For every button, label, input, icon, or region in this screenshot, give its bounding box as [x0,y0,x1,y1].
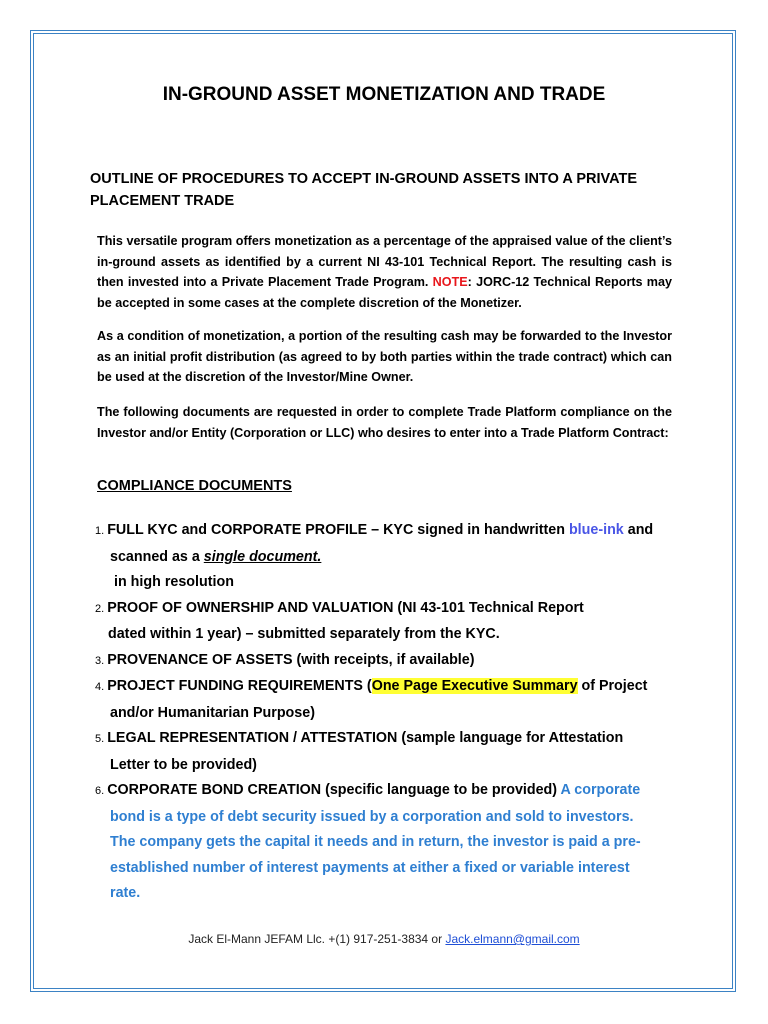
item-number: 1. [95,525,105,537]
intro-paragraph [97,231,672,313]
subtitle-line-1: OUTLINE OF PROCEDURES TO ACCEPT IN-GROUND ASSETS INTO A PRIVATE [90,171,638,187]
item-text: of Project [577,678,648,694]
item-text: scanned as a [110,548,204,565]
list-item [95,726,685,778]
intro-text: This versatile program offers monetization as a percentage of the appraised value of the client’s in-ground assets as identified by a current NI 43-101 Technical Report. The resulting cash is then invested into a Private Placement Trade Program. [97,234,672,289]
email-link[interactable]: Jack.elmann@gmail.com [445,932,580,946]
compliance-list [95,518,685,907]
item-number: 3. [95,654,105,667]
item-text: and [623,522,654,538]
bond-definition: The company gets the capital it needs and in return, the investor is paid a pre- [110,834,641,850]
item-text: FULL KYC and CORPORATE PROFILE – KYC signed in handwritten [107,522,569,538]
item-number: 2. [95,602,105,615]
item-text: LEGAL REPRESENTATION / ATTESTATION (sample language for Attestation [107,730,624,746]
list-item [95,778,685,907]
note-label: NOTE [432,275,468,289]
item-continuation: in high resolution [114,574,234,590]
footer-contact [0,932,768,946]
item-continuation [95,545,685,571]
bond-definition: rate. [110,885,141,901]
list-item [95,674,685,726]
document-subtitle [90,168,690,212]
list-item [95,518,685,596]
highlighted-text: One Page Executive Summary [371,678,578,694]
item-text: PROJECT FUNDING REQUIREMENTS ( [107,678,372,694]
compliance-heading: COMPLIANCE DOCUMENTS [97,478,292,494]
item-number: 5. [95,733,105,745]
documents-paragraph: The following documents are requested in order to complete Trade Platform compliance on the Investor and/or Entity (Corporation or LLC) who desires to enter into a Trade Platform Contract: [97,405,672,440]
list-item [95,648,685,675]
item-continuation: dated within 1 year) – submitted separately from the KYC. [108,626,500,642]
note-text: : JORC-12 Technical Reports may be accepted in some cases at the complete discretion of the Monetizer. [97,275,672,310]
item-number: 4. [95,681,105,693]
bond-definition: established number of interest payments at either a fixed or variable interest [110,859,630,876]
single-document-text: single document. [203,548,322,565]
item-text: CORPORATE BOND CREATION (specific language to be provided) [107,782,561,798]
item-continuation: Letter to be provided) [110,756,257,773]
bond-definition: bond is a type of debt security issued by a corporation and sold to investors. [110,808,634,825]
item-text: PROVENANCE OF ASSETS (with receipts, if available) [107,651,475,668]
condition-paragraph: As a condition of monetization, a portion of the resulting cash may be forwarded to the Investor as an initial profit distribution (as agreed to by both parties within the trade contract) which can be used at the discretion of the Investor/Mine Owner. [97,329,672,384]
item-continuation: and/or Humanitarian Purpose) [110,704,315,721]
footer-text: Jack El-Mann JEFAM Llc. +(1) 917-251-3834 or [188,932,446,946]
list-item [95,596,685,648]
document-title: IN-GROUND ASSET MONETIZATION AND TRADE [162,84,606,105]
blue-ink-text: blue-ink [568,522,624,538]
item-text: PROOF OF OWNERSHIP AND VALUATION (NI 43-101 Technical Report [107,599,584,616]
item-number: 6. [95,785,105,797]
subtitle-line-2: PLACEMENT TRADE [90,193,235,209]
bond-definition: A corporate [560,782,641,798]
